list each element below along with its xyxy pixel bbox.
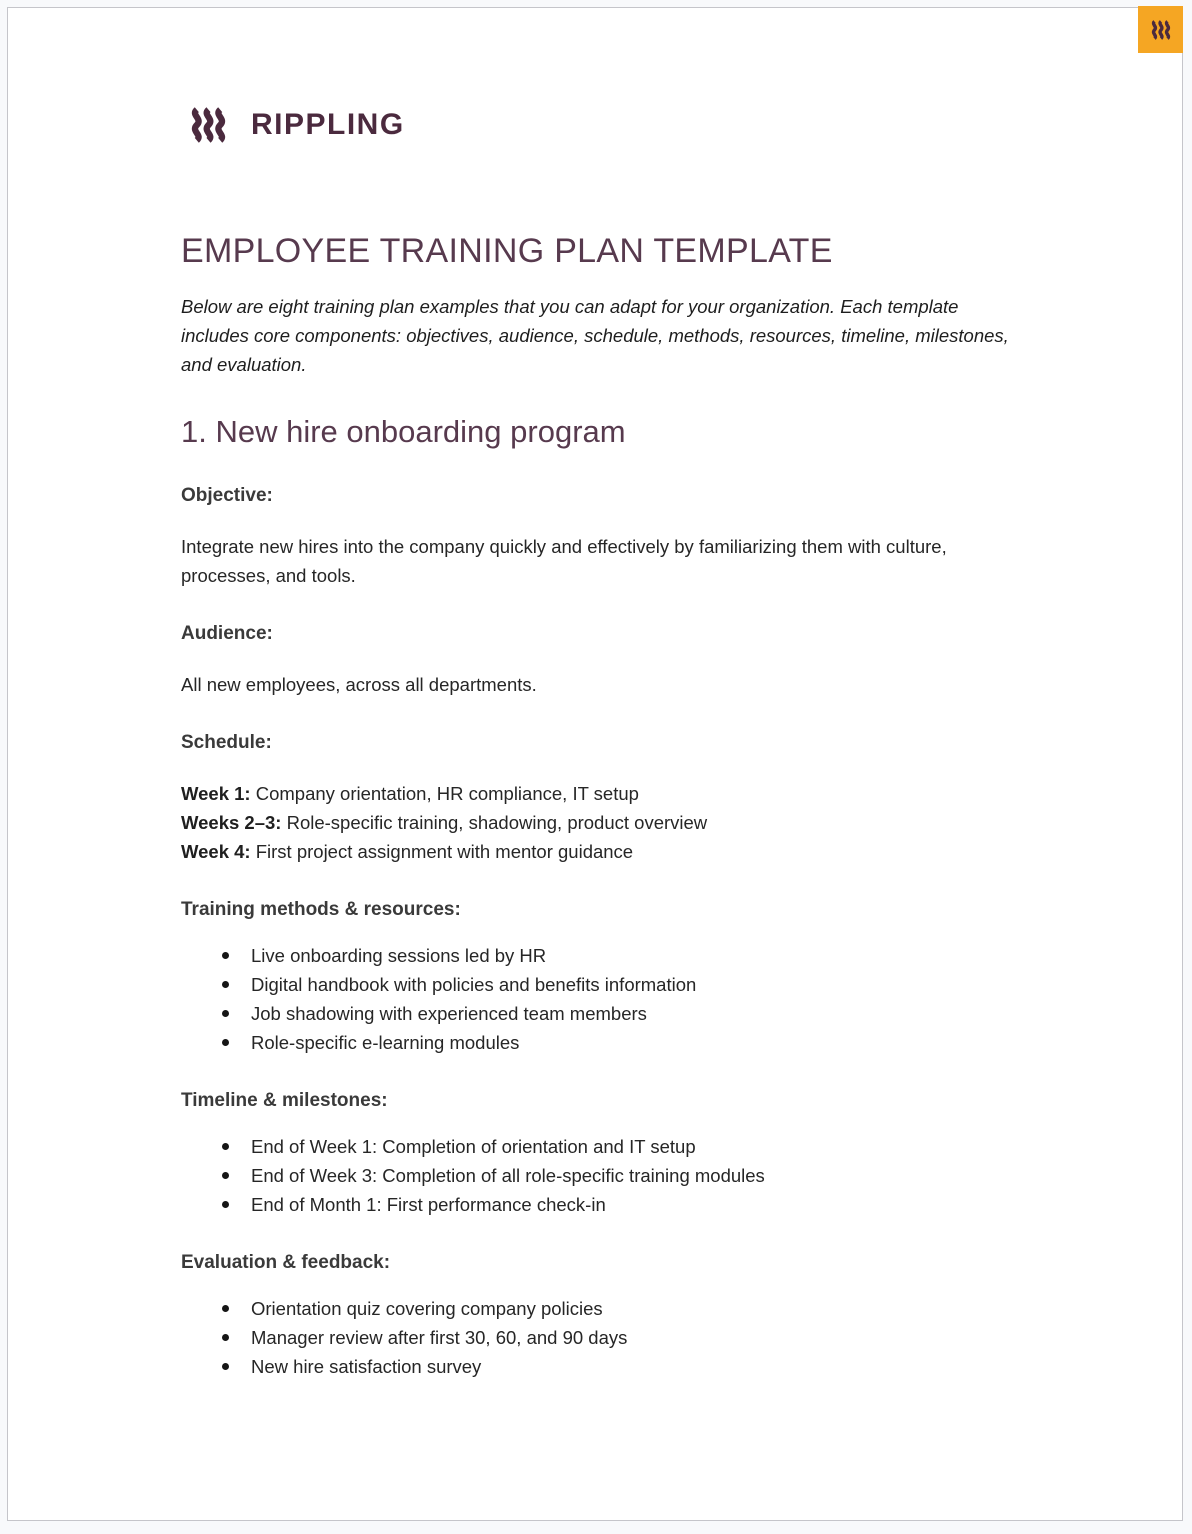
schedule-line-week: Week 4:: [181, 841, 251, 862]
audience-text: All new employees, across all departments.: [181, 674, 537, 695]
list-item: Orientation quiz covering company policies: [251, 1294, 1021, 1323]
methods-label: Training methods & resources:: [181, 899, 461, 920]
list-item: Role-specific e-learning modules: [251, 1028, 1021, 1057]
rippling-logo-text: RIPPLING: [251, 108, 405, 141]
schedule-line-week: Weeks 2–3:: [181, 812, 282, 833]
schedule-line-text: Company orientation, HR compliance, IT setup: [250, 783, 639, 804]
schedule-line-text: First project assignment with mentor guidance: [250, 841, 634, 862]
section-heading: 1. New hire onboarding program: [181, 414, 626, 449]
evaluation-list: [181, 1294, 1021, 1381]
timeline-list: [181, 1132, 1021, 1219]
schedule-line: [181, 837, 1021, 866]
brand-corner-badge: [1138, 6, 1183, 53]
list-item: End of Week 1: Completion of orientation and IT setup: [251, 1132, 1021, 1161]
schedule-line: [181, 779, 1021, 808]
audience-label: Audience:: [181, 623, 273, 644]
document-title: EMPLOYEE TRAINING PLAN TEMPLATE: [181, 232, 833, 270]
rippling-mark-icon: [1150, 20, 1172, 40]
schedule-label: Schedule:: [181, 732, 272, 753]
methods-list: [181, 941, 1021, 1057]
list-item: Live onboarding sessions led by HR: [251, 941, 1021, 970]
list-item: End of Month 1: First performance check-in: [251, 1190, 1021, 1219]
timeline-label: Timeline & milestones:: [181, 1090, 388, 1111]
intro-paragraph: Below are eight training plan examples that you can adapt for your organization. Each template includes core components: objectives, audience, schedule, methods, resources, timeline, milestones, and evaluation.: [181, 296, 1009, 375]
evaluation-label: Evaluation & feedback:: [181, 1252, 391, 1273]
schedule-line-text: Role-specific training, shadowing, product overview: [281, 812, 708, 833]
rippling-mark-icon: [181, 107, 236, 143]
schedule-lines: [181, 779, 1021, 866]
objective-text: Integrate new hires into the company quickly and effectively by familiarizing them with culture, processes, and tools.: [181, 536, 947, 586]
list-item: Manager review after first 30, 60, and 90 days: [251, 1323, 1021, 1352]
document-page: [7, 7, 1183, 1521]
list-item: Digital handbook with policies and benefits information: [251, 970, 1021, 999]
rippling-logo: [181, 105, 1021, 145]
list-item: New hire satisfaction survey: [251, 1352, 1021, 1381]
list-item: End of Week 3: Completion of all role-specific training modules: [251, 1161, 1021, 1190]
schedule-line-week: Week 1:: [181, 783, 251, 804]
list-item: Job shadowing with experienced team members: [251, 999, 1021, 1028]
document-content: [181, 8, 1021, 1381]
objective-label: Objective:: [181, 485, 273, 506]
schedule-line: [181, 808, 1021, 837]
